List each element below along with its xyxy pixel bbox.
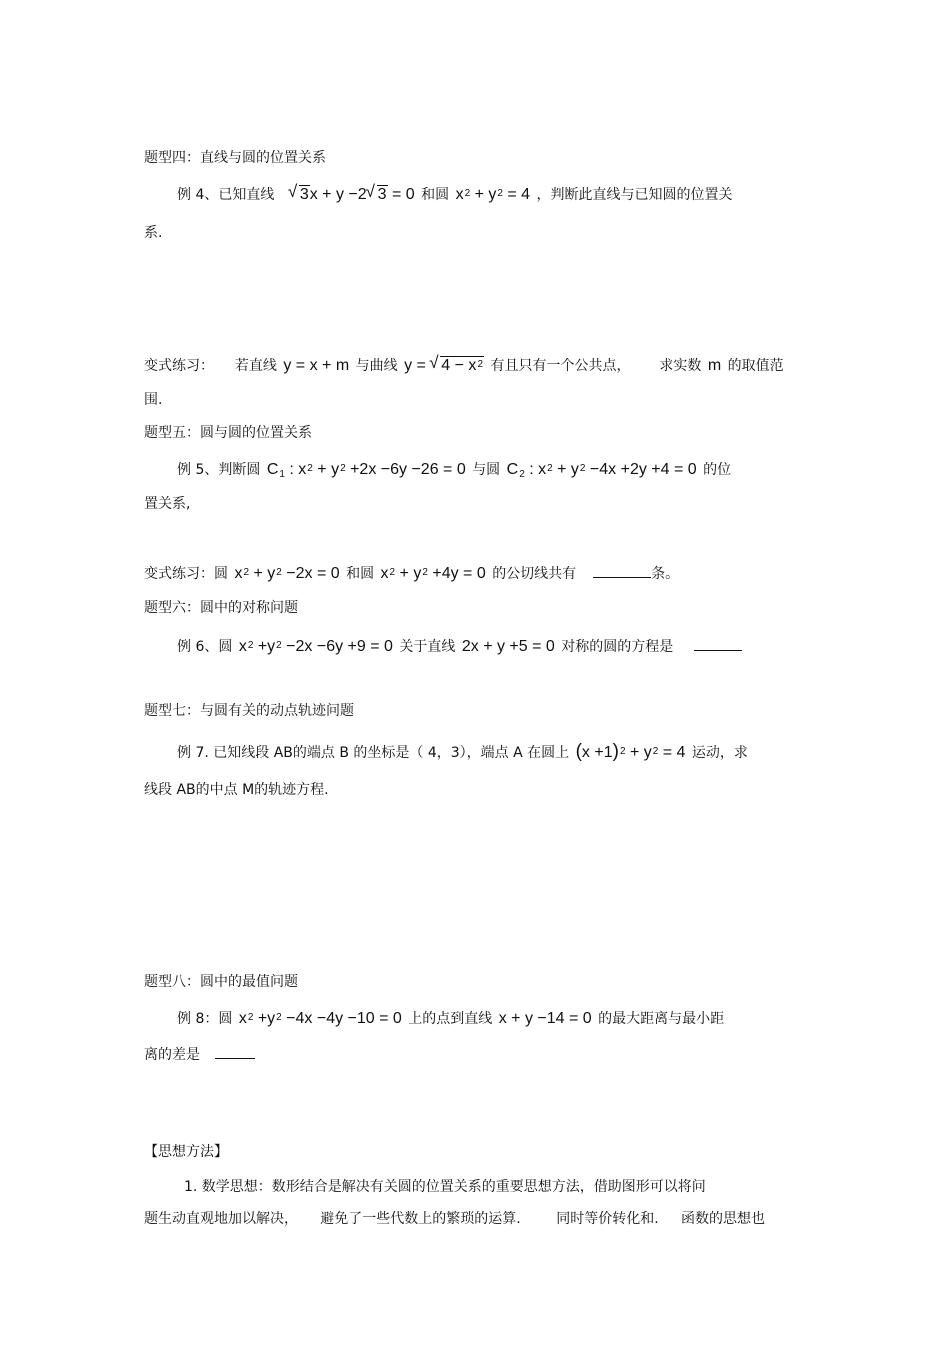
line-equation: √ 3x + y −2√ 3 = 0 (281, 186, 419, 203)
circle-c2-equation: $C_2$ : $x^2 + y^2 -4x +2y +4 = 0$ (506, 461, 697, 480)
answer-blank[interactable] (593, 563, 651, 578)
circle-equation: $x^2 +y^2 -4x -4y -10 = 0$ (238, 1010, 402, 1027)
section-6-heading: 题型六：圆中的对称问题 (144, 600, 298, 616)
example-8-line: 例 8：圆 $x^2 +y^2 -4x -4y -10 = 0$ 上的点到直线 x + y −14 = 0 的最大距离与最小距 (177, 1010, 725, 1027)
section-5-heading: 题型五：圆与圆的位置关系 (144, 425, 312, 441)
example-4-continuation: 系. (144, 225, 163, 241)
example-5-continuation: 置关系, (144, 496, 191, 512)
method-paragraph-1: 1. 数学思想：数形结合是解决有关圆的位置关系的重要思想方法，借助图形可以将问 (184, 1179, 706, 1195)
method-heading: 【思想方法】 (144, 1144, 228, 1160)
example-5-line: 例 5、判断圆 $C_1$ : $x^2 + y^2 +2x -6y -26 = 0$ 与圆 $C_2$ : $x^2 + y^2 -4x +2y +4 = 0$ 的位 (177, 461, 732, 480)
circle-equation: $x^2 + y^2 = 4$ (455, 186, 531, 203)
section-4-heading: 题型四：直线与圆的位置关系 (144, 150, 326, 166)
example-7-line: 例 7. 已知线段 AB的端点 B 的坐标是（ 4，3），端点 A 在圆上 $(x +1)^2 + y^2 = 4$ 运动，求 (177, 741, 748, 762)
example-6-line: 例 6、圆 $x^2 +y^2 -2x -6y +9 = 0$ 关于直线 2x + y +5 = 0 对称的圆的方程是 (177, 636, 742, 659)
example-7-continuation: 线段 AB的中点 M的轨迹方程. (144, 782, 329, 798)
variant-4-line: 变式练习： 若直线 y = x + m 与曲线 y = √ $4 - x^2$ 有且只有一个公共点， 求实数 m 的取值范 (144, 356, 784, 378)
variant-5-line: 变式练习：圆 $x^2 + y^2 -2x = 0$ 和圆 $x^2 + y^2 +4y = 0$ 的公切线共有 条。 (144, 565, 680, 582)
circle-equation: $(x +1)^2 + y^2 = 4$ (575, 741, 686, 762)
circle-equation-2: $x^2 + y^2 +4y = 0$ (380, 565, 486, 582)
line-equation: x + y −14 = 0 (498, 1010, 592, 1027)
line-equation: 2x + y +5 = 0 (461, 638, 555, 655)
answer-blank[interactable] (215, 1044, 255, 1059)
section-7-heading: 题型七：与圆有关的动点轨迹问题 (144, 703, 354, 719)
circle-equation: $x^2 +y^2 -2x -6y +9 = 0$ (238, 638, 393, 655)
variant-4-continuation: 围. (144, 392, 163, 408)
example-8-continuation: 离的差是 (144, 1044, 255, 1065)
section-8-heading: 题型八：圆中的最值问题 (144, 974, 298, 990)
curve-equation: y = √ $4 - x^2$ (404, 357, 484, 374)
line-equation: y = x + m (283, 357, 350, 374)
example-4-line: 例 4、已知直线 √ 3x + y −2√ 3 = 0 和圆 $x^2 + y^2 = 4$ ，判断此直线与已知圆的位置关 (177, 185, 733, 207)
answer-blank[interactable] (694, 636, 742, 651)
circle-c1-equation: $C_1$ : $x^2 + y^2 +2x -6y -26 = 0$ (266, 461, 466, 480)
method-paragraph-2: 题生动直观地加以解决， 避免了一些代数上的繁琐的运算. 同时等价转化和. 函数的思想也 (144, 1211, 766, 1227)
circle-equation-1: $x^2 + y^2 -2x = 0$ (234, 565, 340, 582)
